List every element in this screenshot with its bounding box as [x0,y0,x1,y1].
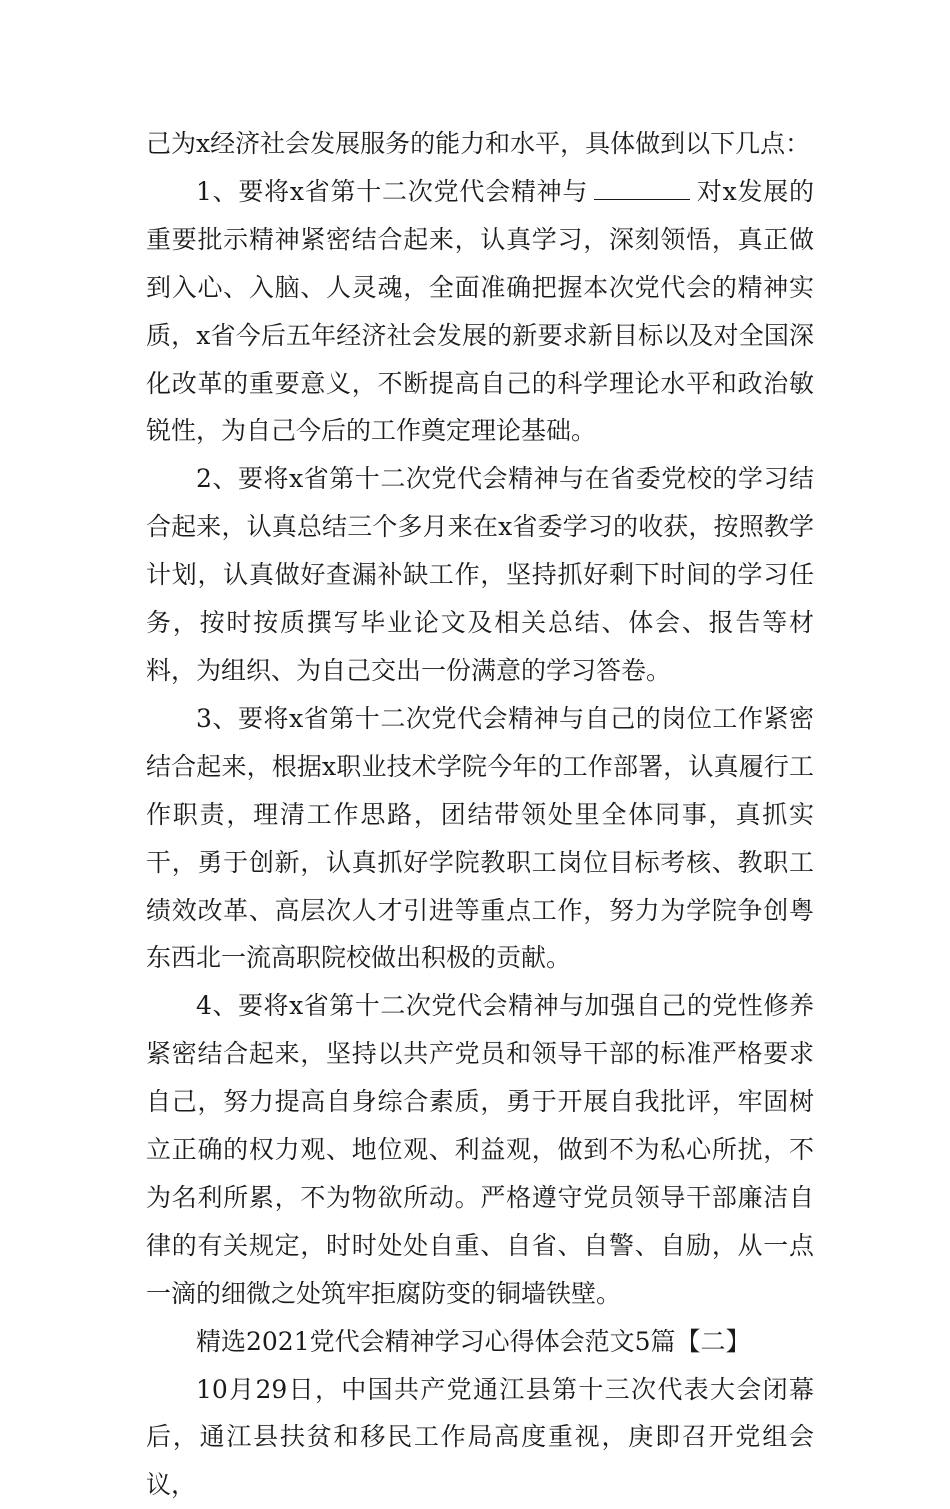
paragraph-point-1 [146,168,814,455]
paragraph-intro-continuation: 己为x经济社会发展服务的能力和水平，具体做到以下几点： [146,129,811,158]
document-body [146,120,814,1509]
fill-in-blank [594,169,690,200]
paragraph-point-2: 2、要将x省第十二次党代会精神与在省委党校的学习结合起来，认真总结三个多月来在x省委学习的收获，按照教学计划，认真做好查漏补缺工作，坚持抓好剩下时间的学习任务，按时按质撰写毕业论文及相关总结、体会、报告等材料，为组织、为自己交出一份满意的学习答卷。 [146,464,814,685]
paragraph-point-4: 4、要将x省第十二次党代会精神与加强自己的党性修养紧密结合起来，坚持以共产党员和领导干部的标准严格要求自己，努力提高自身综合素质，勇于开展自我批评，牢固树立正确的权力观、地位观、利益观，做到不为私心所扰，不为名利所累，不为物欲所动。严格遵守党员领导干部廉洁自律的有关规定，时时处处自重、自省、自警、自励，从一点一滴的细微之处筑牢拒腐防变的铜墙铁壁。 [146,991,814,1308]
point-1-text-after: 对x发展的重要批示精神紧密结合起来，认真学习，深刻领悟，真正做到入心、入脑、人灵魂，全面准确把握本次党代会的精神实质，x省今后五年经济社会发展的新要求新目标以及对全国深化改革的重要意义，不断提高自己的科学理论水平和政治敏锐性，为自己今后的工作奠定理论基础。 [146,176,814,446]
paragraph-point-3: 3、要将x省第十二次党代会精神与自己的岗位工作紧密结合起来，根据x职业技术学院今年的工作部署，认真履行工作职责，理清工作思路，团结带领处里全体同事，真抓实干，勇于创新，认真抓好学院教职工岗位目标考核、教职工绩效改革、高层次人才引进等重点工作，努力为学院争创粤东西北一流高职院校做出积极的贡献。 [146,703,814,973]
paragraph-section-2-intro: 10月29日，中国共产党通江县第十三次代表大会闭幕后，通江县扶贫和移民工作局高度重视，庚即召开党组会议， [146,1374,814,1500]
section-heading: 精选2021党代会精神学习心得体会范文5篇【二】 [196,1326,751,1356]
point-1-text-before: 1、要将x省第十二次党代会精神与 [196,176,589,206]
